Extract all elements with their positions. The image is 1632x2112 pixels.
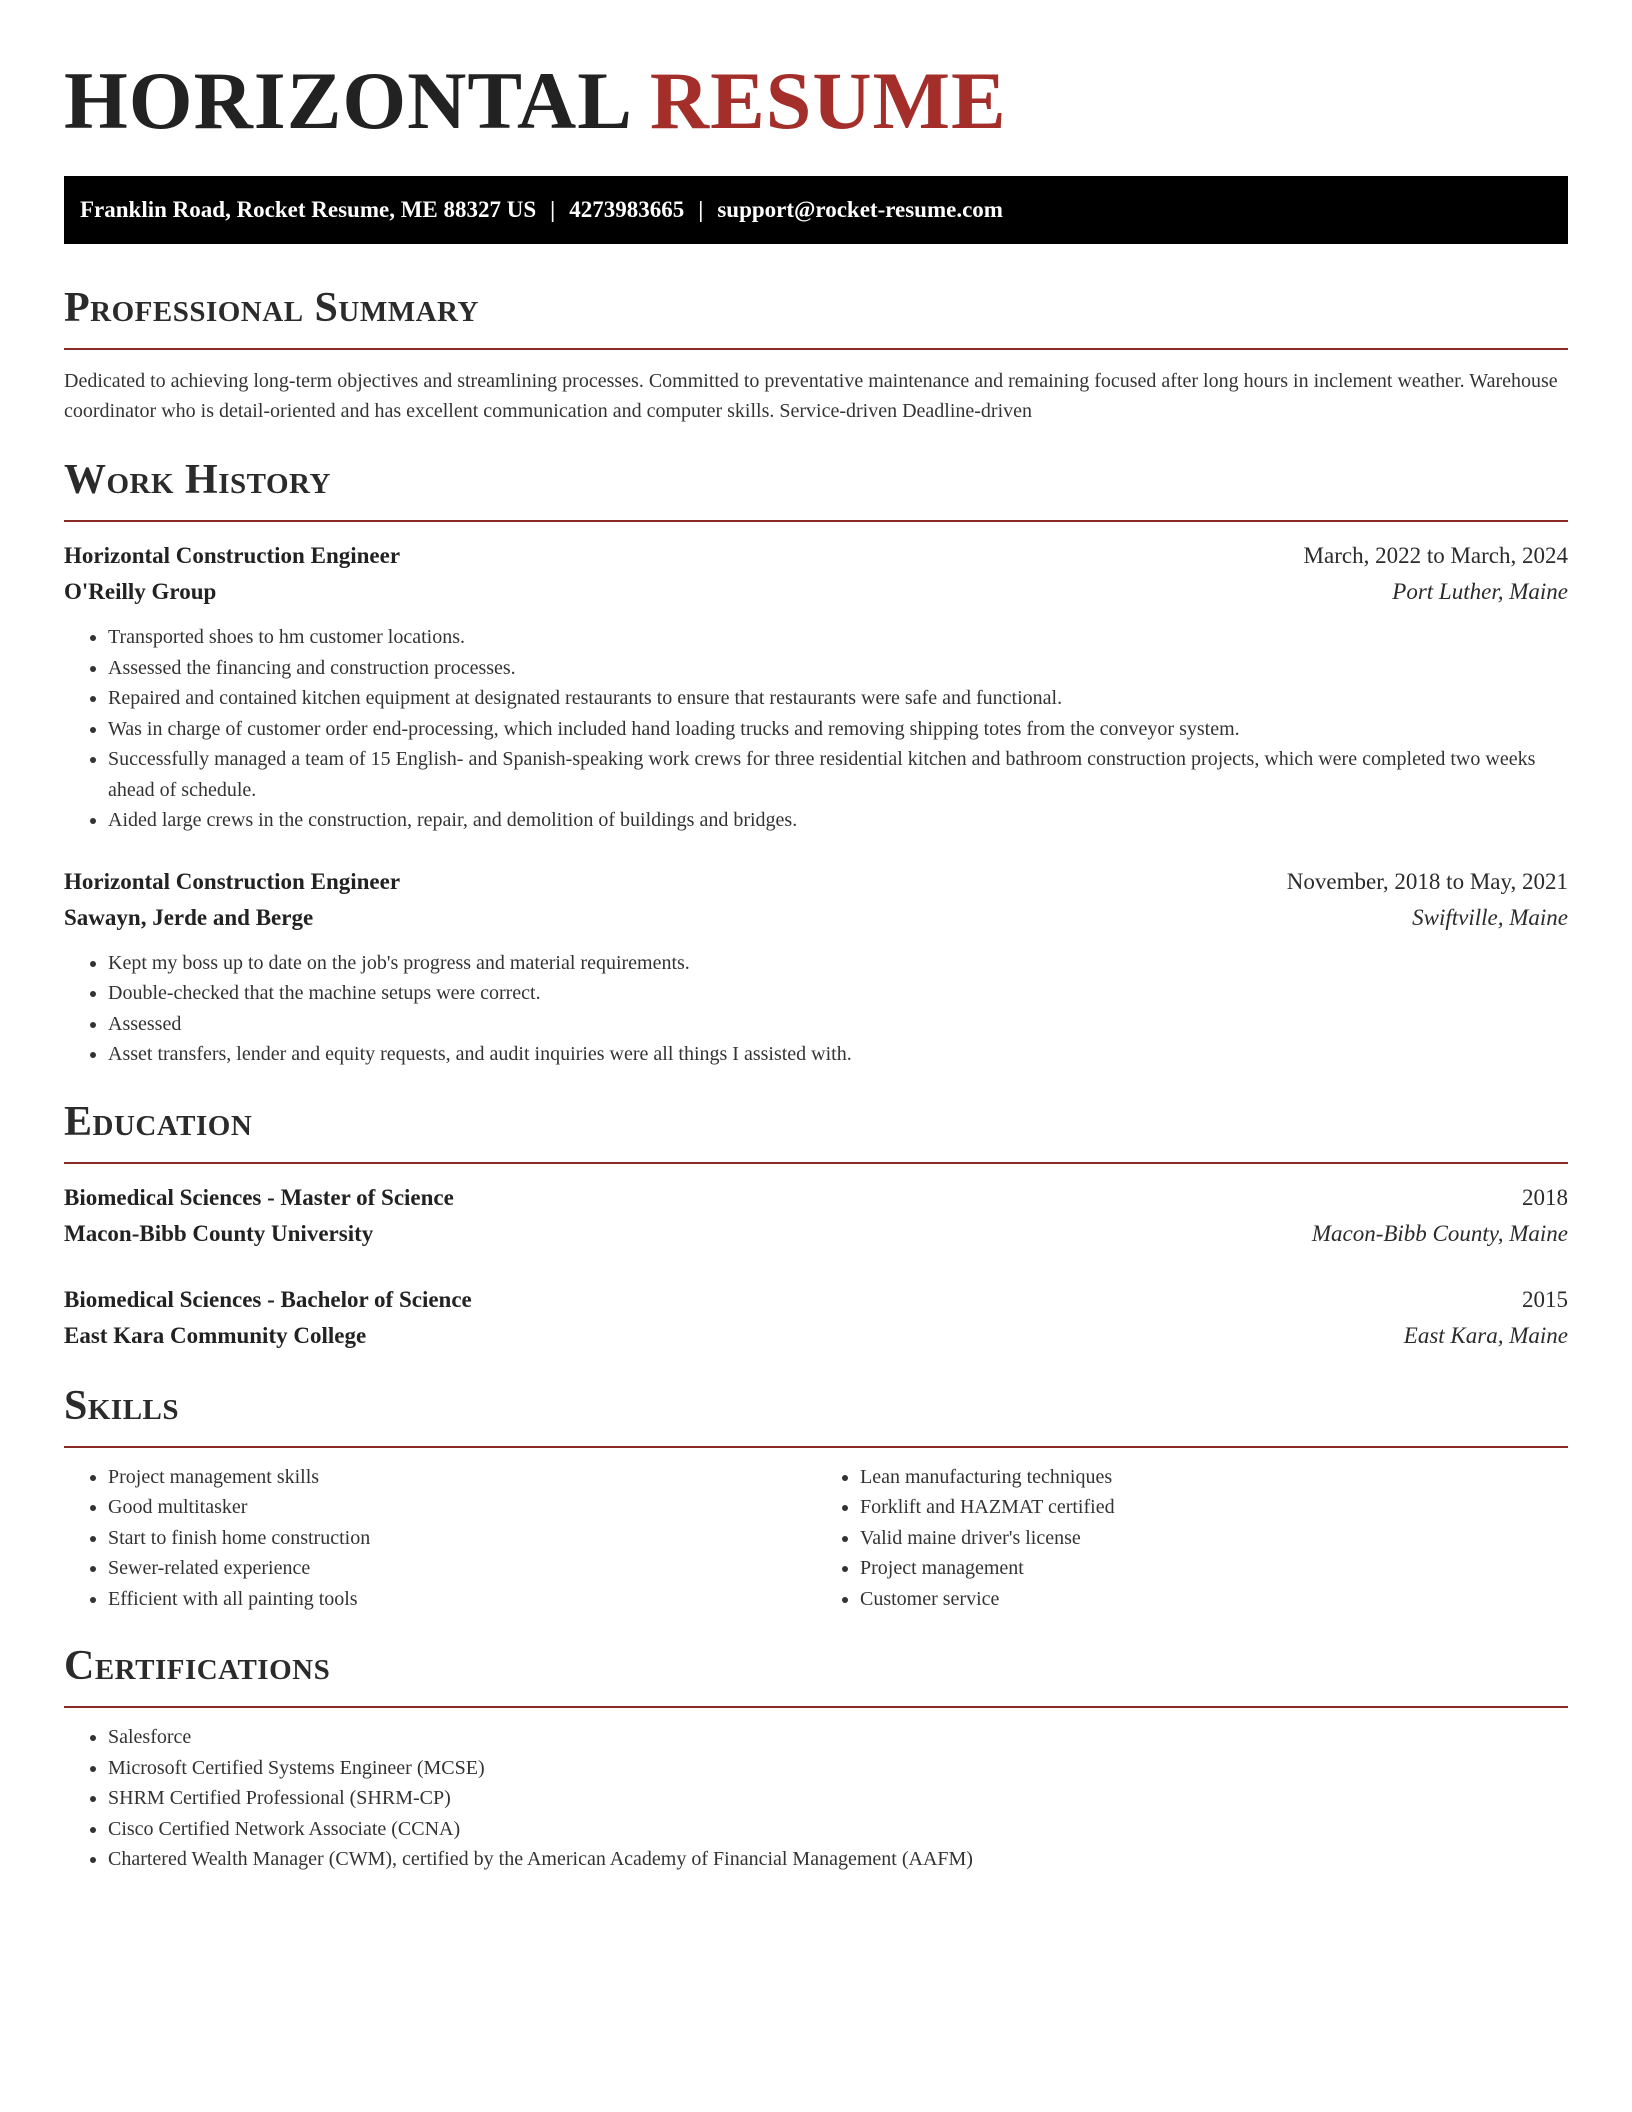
education-school: Macon-Bibb County University bbox=[64, 1220, 374, 1246]
section-divider bbox=[64, 1706, 1568, 1708]
contact-separator: | bbox=[550, 197, 556, 222]
education-entry bbox=[64, 1282, 1568, 1354]
list-item: • Forklift and HAZMAT certified bbox=[860, 1492, 1568, 1523]
summary-section bbox=[64, 282, 1568, 426]
education-school-row bbox=[64, 1318, 1568, 1354]
list-item: • Salesforce bbox=[108, 1722, 1568, 1753]
list-item: • Chartered Wealth Manager (CWM), certified by the American Academy of Financial Management (AAFM) bbox=[108, 1844, 1568, 1875]
list-item: • Assessed the financing and construction processes. bbox=[108, 653, 1568, 684]
list-item: • Repaired and contained kitchen equipment at designated restaurants to ensure that restaurants were safe and functional. bbox=[108, 683, 1568, 714]
certifications-section bbox=[64, 1640, 1568, 1875]
list-item: • Valid maine driver's license bbox=[860, 1523, 1568, 1554]
resume-name bbox=[64, 0, 1568, 146]
education-location: East Kara, Maine bbox=[1403, 1322, 1568, 1348]
education-year: 2015 bbox=[1522, 1286, 1568, 1312]
list-item: • Was in charge of customer order end-processing, which included hand loading trucks and removing shipping totes from the conveyor system. bbox=[108, 714, 1568, 745]
summary-text: Dedicated to achieving long-term objectives and streamlining processes. Committed to preventative maintenance and remaining focused after long hours in inclement weather. Warehouse coordinator who is detail-oriented and has excellent communication and computer skills. Service-driven Deadline-driven bbox=[64, 370, 1558, 422]
job-duties-list bbox=[64, 948, 1568, 1070]
job-header-row bbox=[64, 538, 1568, 574]
section-title-certifications: Certifications bbox=[64, 1643, 331, 1689]
list-item: • Customer service bbox=[860, 1584, 1568, 1615]
contact-email: support@rocket-resume.com bbox=[717, 197, 1003, 222]
list-item: • Project management skills bbox=[108, 1462, 816, 1493]
education-degree-row bbox=[64, 1180, 1568, 1216]
job-header-row bbox=[64, 864, 1568, 900]
job-location: Port Luther, Maine bbox=[1392, 579, 1568, 604]
education-degree: Biomedical Sciences - Master of Science bbox=[64, 1184, 454, 1210]
education-degree-row bbox=[64, 1282, 1568, 1318]
section-title-education: Education bbox=[64, 1098, 253, 1145]
job-duties-list bbox=[64, 622, 1568, 836]
section-divider bbox=[64, 1162, 1568, 1164]
list-item: • Successfully managed a team of 15 English- and Spanish-speaking work crews for three residential kitchen and bathroom construction projects, which were completed two weeks ahead of schedule. bbox=[108, 744, 1568, 805]
contact-separator: | bbox=[698, 197, 704, 222]
education-location: Macon-Bibb County, Maine bbox=[1311, 1220, 1568, 1246]
section-title-summary: Professional Summary bbox=[64, 285, 479, 331]
certifications-list bbox=[64, 1722, 1568, 1875]
job-entry bbox=[64, 538, 1568, 836]
job-company: Sawayn, Jerde and Berge bbox=[64, 904, 314, 930]
section-title-skills: Skills bbox=[64, 1382, 180, 1429]
contact-address: Franklin Road, Rocket Resume, ME 88327 US bbox=[80, 197, 537, 222]
job-entry bbox=[64, 864, 1568, 1070]
education-degree: Biomedical Sciences - Bachelor of Science bbox=[64, 1286, 472, 1312]
list-item: • Sewer-related experience bbox=[108, 1553, 816, 1584]
list-item: • Good multitasker bbox=[108, 1492, 816, 1523]
section-divider bbox=[64, 520, 1568, 522]
section-divider bbox=[64, 1446, 1568, 1448]
list-item: • Microsoft Certified Systems Engineer (MCSE) bbox=[108, 1753, 1568, 1784]
name-first: HORIZONTAL bbox=[64, 55, 629, 146]
job-dates: November, 2018 to May, 2021 bbox=[1286, 868, 1568, 894]
job-position: Horizontal Construction Engineer bbox=[64, 543, 401, 568]
list-item: • Project management bbox=[860, 1553, 1568, 1584]
skills-section bbox=[64, 1380, 1568, 1615]
work-history-section bbox=[64, 454, 1568, 1070]
section-divider bbox=[64, 348, 1568, 350]
education-school: East Kara Community College bbox=[64, 1322, 367, 1348]
name-last: RESUME bbox=[649, 55, 1007, 146]
list-item: • Transported shoes to hm customer locations. bbox=[108, 622, 1568, 653]
job-company: O'Reilly Group bbox=[64, 579, 217, 604]
job-location: Swiftville, Maine bbox=[1412, 904, 1568, 930]
list-item: • Assessed bbox=[108, 1009, 1568, 1040]
list-item: • Double-checked that the machine setups were correct. bbox=[108, 978, 1568, 1009]
job-company-row bbox=[64, 574, 1568, 610]
education-school-row bbox=[64, 1216, 1568, 1252]
list-item: • Lean manufacturing techniques bbox=[860, 1462, 1568, 1493]
job-company-row bbox=[64, 900, 1568, 936]
list-item: • Asset transfers, lender and equity requests, and audit inquiries were all things I assisted with. bbox=[108, 1039, 1568, 1070]
contact-bar bbox=[64, 176, 1568, 244]
list-item: • Start to finish home construction bbox=[108, 1523, 816, 1554]
list-item: • Efficient with all painting tools bbox=[108, 1584, 816, 1615]
job-position: Horizontal Construction Engineer bbox=[64, 868, 401, 894]
section-title-work: Work History bbox=[64, 457, 331, 503]
education-year: 2018 bbox=[1522, 1184, 1568, 1210]
skills-columns bbox=[64, 1462, 1568, 1615]
list-item: • SHRM Certified Professional (SHRM-CP) bbox=[108, 1783, 1568, 1814]
education-entry bbox=[64, 1180, 1568, 1252]
job-dates: March, 2022 to March, 2024 bbox=[1303, 543, 1568, 568]
education-section bbox=[64, 1096, 1568, 1354]
skills-list-right bbox=[816, 1462, 1568, 1615]
list-item: • Aided large crews in the construction, repair, and demolition of buildings and bridges. bbox=[108, 805, 1568, 836]
skills-list-left bbox=[64, 1462, 816, 1615]
contact-phone: 4273983665 bbox=[569, 197, 685, 222]
list-item: • Kept my boss up to date on the job's progress and material requirements. bbox=[108, 948, 1568, 979]
list-item: • Cisco Certified Network Associate (CCNA) bbox=[108, 1814, 1568, 1845]
